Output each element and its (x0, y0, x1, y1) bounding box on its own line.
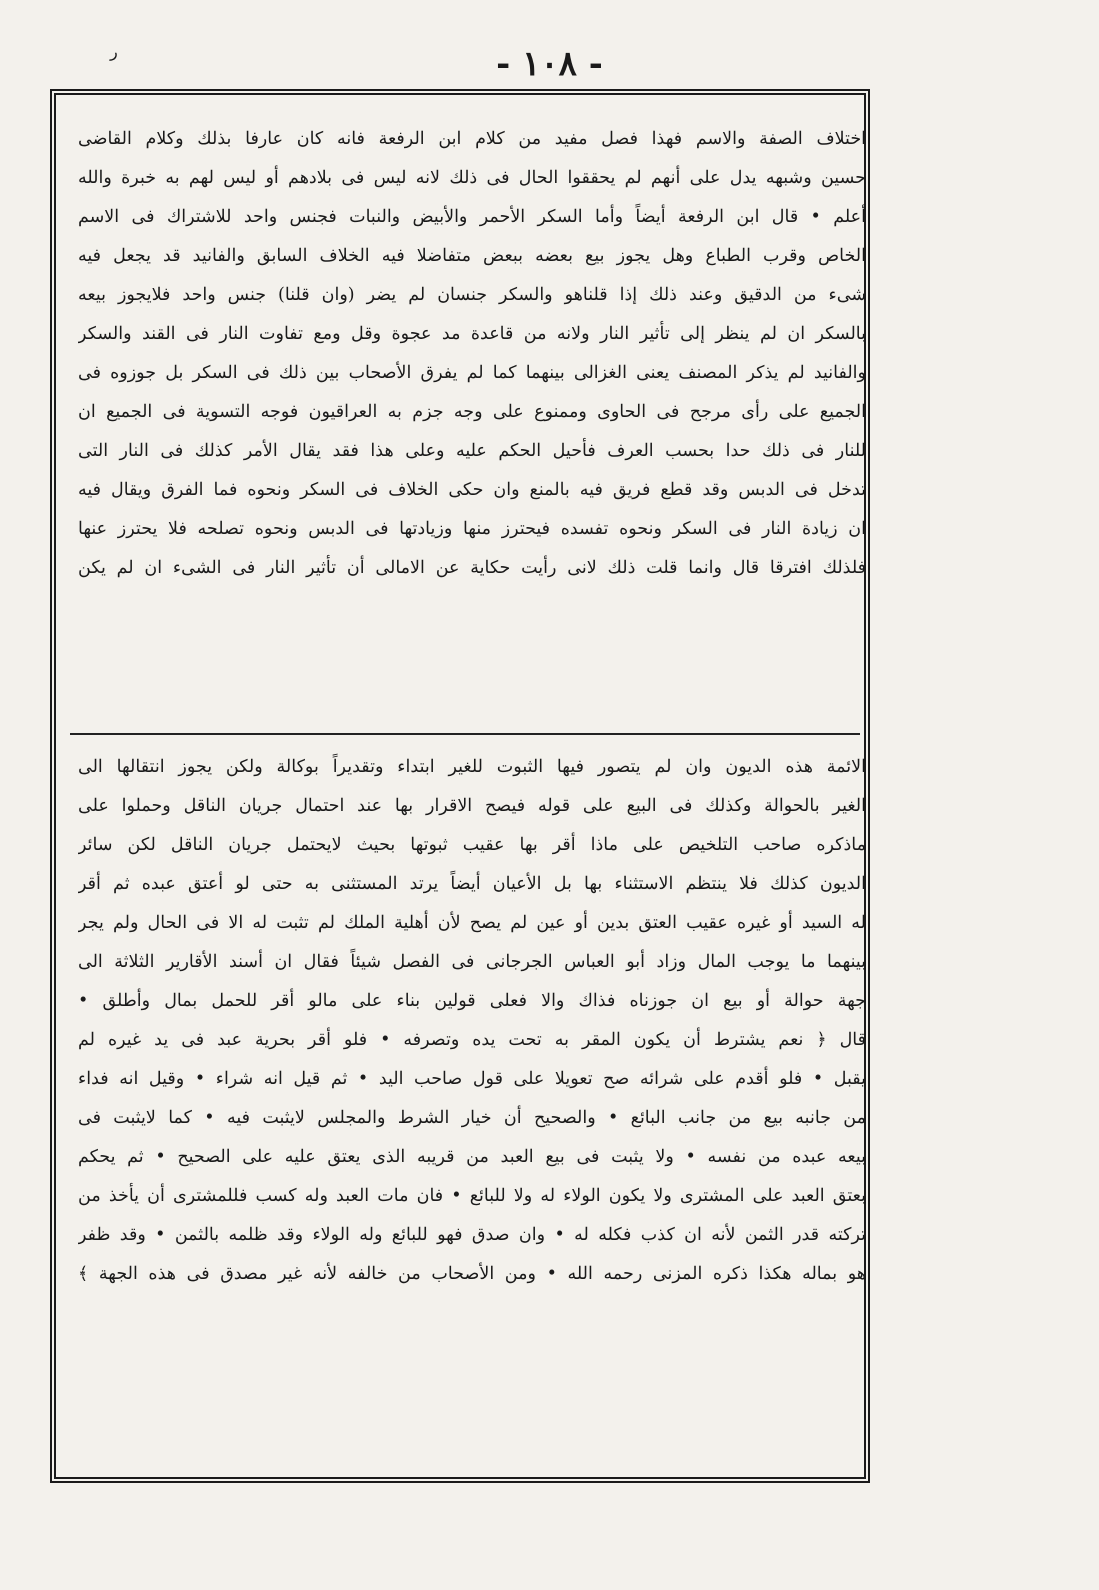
text-line: تركته قدر الثمن لأنه ان كذب فكله له • وان صدق فهو للبائع وله الولاء وقد ظلمه بالثمن • وقد ظفر (78, 1225, 866, 1245)
page-number: - ١٠٨ - (496, 44, 603, 84)
text-line: الائمة هذه الديون وان لم يتصور فيها الثبوت للغير ابتداء وتقديراً بوكالة ولكن يجوز انتقالها الى (78, 757, 866, 777)
text-line: بينهما ما يوجب المال وزاد أبو العباس الجرجانى فى الفصل شيئاً فقال ان أسند الأقارير الثلاثة الى (78, 952, 866, 972)
text-line: شىء من الدقيق وعند ذلك إذا قلناهو والسكر جنسان لم يضر (وان قلنا) جنس واحد فلايجوز بيعه (78, 285, 866, 305)
text-line: حسين وشبهه يدل على أنهم لم يحققوا الحال فى ذلك لانه ليس فى بلادهم أو ليس لهم به خبرة والله (78, 168, 866, 188)
text-line: اختلاف الصفة والاسم فهذا فصل مفيد من كلام ابن الرفعة فانه كان عارفا بذلك وكلام القاضى (78, 129, 866, 149)
text-line: بيعه عبده من نفسه • ولا يثبت فى بيع العبد من قريبه الذى يعتق عليه على الصحيح • ثم يحكم (78, 1147, 866, 1167)
main-text (72, 748, 872, 1294)
text-line: للنار فى ذلك حدا بحسب العرف فأحيل الحكم عليه وعلى هذا فقد يقال الأمر كذلك فى النار التى (78, 441, 866, 461)
stray-mark: ر (110, 42, 118, 61)
text-line: الغير بالحوالة وكذلك فى البيع على قوله فيصح الاقرار بها عند احتمال جريان الناقل وحملوا على (78, 796, 866, 816)
text-line: أعلم • قال ابن الرفعة أيضاً وأما السكر الأحمر والأبيض والنبات فجنس واحد للاشتراك فى الاسم (78, 207, 866, 227)
text-line: بالسكر ان لم ينظر إلى تأثير النار ولانه من قاعدة مد عجوة وقل ومع تفاوت النار فى القند والسكر (78, 324, 866, 344)
text-line: الخاص وقرب الطباع وهل يجوز بيع بعضه ببعض متفاضلا فيه الخلاف السابق والفانيد قد يجعل فيه (78, 246, 866, 266)
text-line: ماذكره صاحب التلخيص على ماذا أقر بها عقيب ثبوتها بحيث لايحتمل جريان الناقل لكن سائر (78, 835, 866, 855)
text-line: تدخل فى الدبس وقد قطع فريق فيه بالمنع وان حكى الخلاف فى السكر ونحوه فما الفرق ويقال فيه (78, 480, 866, 500)
text-line: يقبل • فلو أقدم على شرائه صح تعويلا على قول صاحب اليد • ثم قيل انه شراء • وقيل انه فداء (78, 1069, 866, 1089)
text-line: جهة حوالة أو بيع ان جوزناه فذاك والا فعلى قولين بناء على مالو أقر للحمل بمال وأطلق • (78, 991, 866, 1011)
text-line: الجميع على رأى مرجح فى الحاوى وممنوع على وجه جزم به العراقيون فوجه التسوية فى الجميع ان (78, 402, 866, 422)
text-line: بعتق العبد على المشترى ولا يكون الولاء له ولا للبائع • فان مات العبد وله كسب فللمشترى أن يأخذ من (78, 1186, 866, 1206)
text-line: فلذلك افترقا قال وانما قلت ذلك لانى رأيت حكاية عن الامالى أن تأثير النار فى الشىء ان لم يكن (78, 558, 866, 578)
text-line: هو بماله هكذا ذكره المزنى رحمه الله • ومن الأصحاب من خالفه لأنه غير مصدق فى هذه الجهة ﴾ (78, 1264, 866, 1284)
text-line: من جانبه بيع من جانب البائع • والصحيح أن خيار الشرط والمجلس لايثبت فيه • كما لايثبت فى (78, 1108, 866, 1128)
text-line: ان زيادة النار فى السكر ونحوه تفسده فيحترز منها وزيادتها فى الدبس ونحوه تصلحه فلا يحترز عنها (78, 519, 866, 539)
section-divider (70, 733, 860, 735)
text-line: والفانيد لم يذكر المصنف يعنى الغزالى بينهما كما لم يفرق الأصحاب بين ذلك فى السكر بل جوزوه فى (78, 363, 866, 383)
commentary-text (72, 120, 872, 588)
text-line: له السيد أو غيره عقيب العتق بدين أو عين لم يصح لأن أهلية الملك لم تثبت له الا فى الحال ولم يجر (78, 913, 866, 933)
text-line: قال ﴿ نعم يشترط أن يكون المقر به تحت يده وتصرفه • فلو أقر بحرية عبد فى يد غيره لم (78, 1030, 866, 1050)
text-line: الديون كذلك فلا ينتظم الاستثناء بها بل الأعيان أيضاً يرتد المستثنى به حتى لو أعتق عبده ثم أقر (78, 874, 866, 894)
